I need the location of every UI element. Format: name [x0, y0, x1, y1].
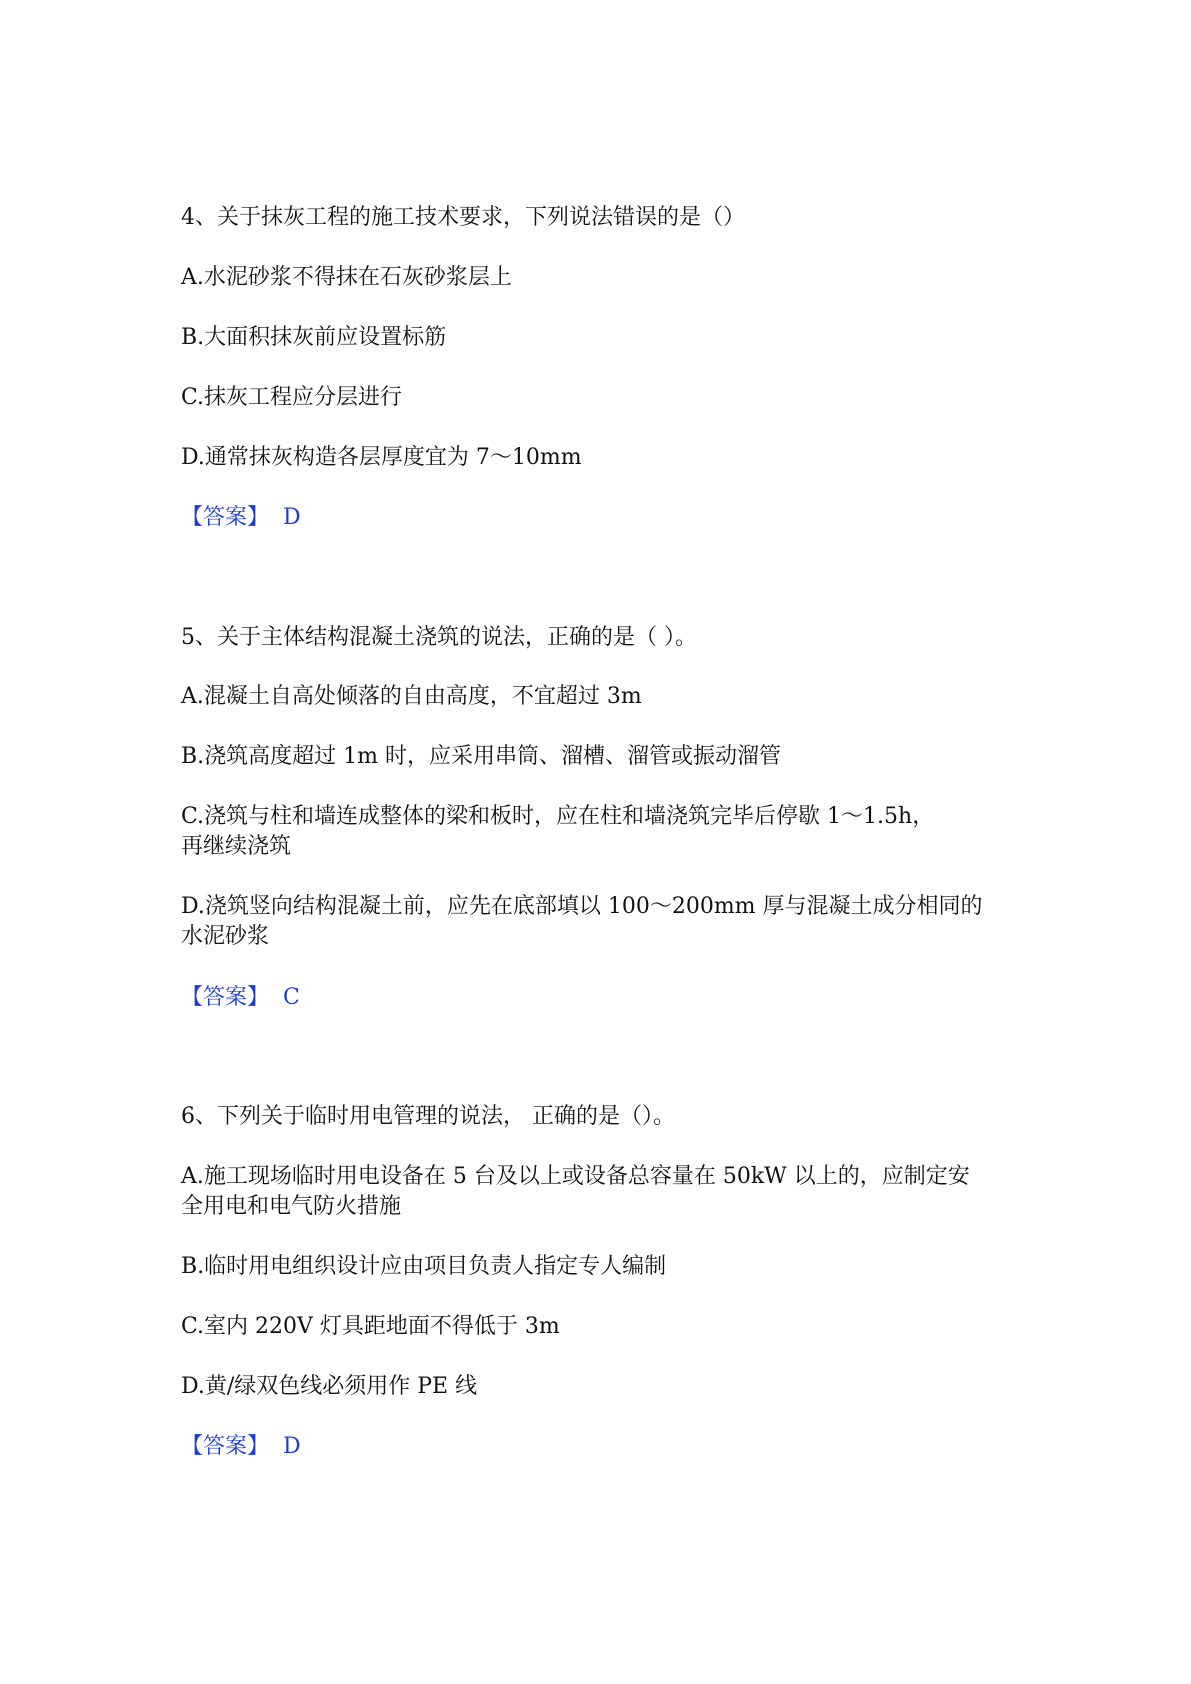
question-6-stem: 6、下列关于临时用电管理的说法， 正确的是（）。 — [181, 1104, 675, 1129]
question-4-option-c: C.抹灰工程应分层进行 — [181, 385, 403, 410]
answer-label: 【答案】 — [181, 985, 270, 1010]
question-6-option-a-cont: 全用电和电气防火措施 — [181, 1194, 402, 1219]
question-4-answer — [181, 503, 1021, 533]
answer-label: 【答案】 — [181, 1434, 270, 1459]
question-5-option-b: B.浇筑高度超过 1m 时，应采用串筒、溜槽、溜管或振动溜管 — [181, 744, 782, 769]
question-5-option-c-cont: 再继续浇筑 — [181, 834, 292, 859]
answer-value: D — [283, 1434, 301, 1459]
question-4-option-b: B.大面积抹灰前应设置标筋 — [181, 325, 447, 350]
question-5-stem: 5、关于主体结构混凝土浇筑的说法，正确的是（ ）。 — [181, 625, 697, 650]
question-6-option-d: D.黄/绿双色线必须用作 PE 线 — [181, 1374, 478, 1399]
question-5-option-a: A.混凝土自高处倾落的自由高度，不宜超过 3m — [181, 684, 642, 709]
question-4-option-d: D.通常抹灰构造各层厚度宜为 7～10mm — [181, 445, 582, 470]
question-5-option-c: C.浇筑与柱和墙连成整体的梁和板时，应在柱和墙浇筑完毕后停歇 1～1.5h， — [181, 804, 935, 829]
question-4-option-a: A.水泥砂浆不得抹在石灰砂浆层上 — [181, 265, 512, 290]
question-6-option-a: A.施工现场临时用电设备在 5 台及以上或设备总容量在 50kW 以上的，应制定安 — [181, 1164, 970, 1189]
question-6-option-b: B.临时用电组织设计应由项目负责人指定专人编制 — [181, 1254, 667, 1279]
question-5-answer — [181, 983, 1021, 1013]
question-5-option-d-cont: 水泥砂浆 — [181, 924, 270, 949]
answer-label: 【答案】 — [181, 505, 270, 530]
question-4-stem: 4、关于抹灰工程的施工技术要求，下列说法错误的是（） — [181, 205, 745, 230]
answer-value: D — [283, 505, 301, 530]
question-6-option-c: C.室内 220V 灯具距地面不得低于 3m — [181, 1314, 560, 1339]
question-5-option-d: D.浇筑竖向结构混凝土前，应先在底部填以 100～200mm 厚与混凝土成分相同的 — [181, 894, 983, 919]
answer-value: C — [283, 985, 300, 1010]
question-6-answer — [181, 1432, 1021, 1462]
